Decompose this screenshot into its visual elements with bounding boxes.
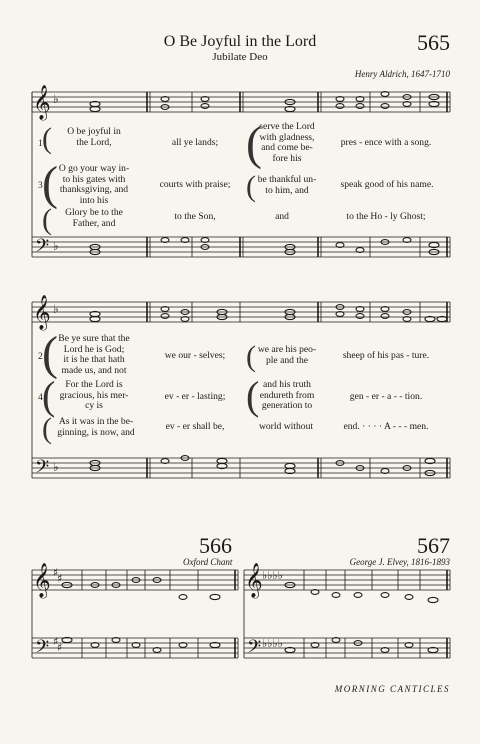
hymn-number: 565 [417, 30, 450, 55]
lyric-text: to the Ho - ly Ghost; [346, 211, 426, 222]
lyric-text: all ye lands; [171, 137, 219, 148]
lyric-text: gen - er - a - - tion. [349, 391, 423, 402]
lyric-text: serve the Lord with gladness, and come be- fore his [259, 121, 315, 164]
lyric-text: ev - er shall be, [165, 421, 225, 432]
lyric-text: be thankful un- to him, and [257, 174, 317, 196]
composer-credit: George J. Elvey, 1816-1893 [349, 557, 450, 567]
flat-icon: ♭ [53, 92, 59, 106]
bass-clef: 𝄢 [35, 236, 50, 261]
lyric-text: end. · · · · A - - - men. [343, 421, 429, 432]
lyric-text: For the Lord is gracious, his mer- cy is [59, 379, 129, 411]
flat-icon: ♭ [53, 302, 59, 316]
composer-credit: Oxford Chant [183, 557, 233, 567]
staff-treble-2 [32, 302, 450, 322]
sharp-icon: ♯ [53, 635, 59, 648]
lyric-text: and his truth endureth from generation to [259, 379, 315, 411]
treble-clef: 𝄞 [33, 563, 51, 598]
composer-credit: Henry Aldrich, 1647-1710 [354, 69, 450, 79]
lyric-text: world without [258, 421, 314, 432]
staff-treble-1 [32, 92, 450, 112]
treble-clef: 𝄞 [33, 295, 51, 330]
verse-number: 4 [38, 392, 43, 403]
verse-number: 1 [38, 138, 43, 149]
lyric-text: we are his peo- ple and the [257, 344, 317, 366]
verse-number: 3 [38, 180, 43, 191]
flat-icon: ♭ [53, 460, 59, 474]
bass-clef: 𝄢 [35, 637, 50, 662]
lyric-text: Glory be to the Father, and [65, 207, 123, 229]
lyric-text: O go your way in- to his gates with thanksgiving, and into his [58, 163, 130, 206]
lyric-text: courts with praise; [159, 179, 231, 190]
bass-clef: 𝄢 [35, 457, 50, 482]
page-footer: MORNING CANTICLES [334, 684, 450, 694]
lyric-text: to the Son, [174, 211, 216, 222]
lyric-text: Be ye sure that the Lord he is God; it is he that hath made us, and not [58, 333, 130, 376]
lyric-text: ev - er - lasting; [164, 391, 226, 402]
lyric-text: pres - ence with a song. [340, 137, 432, 148]
flat-icon: ♭♭♭♭ [262, 569, 283, 582]
lyric-text: we our - selves; [164, 350, 226, 361]
bass-clef: 𝄢 [247, 637, 262, 662]
lyric-text: O be joyful in the Lord, [67, 126, 121, 148]
sharp-icon: ♯ [57, 641, 63, 654]
lyric-text: sheep of his pas - ture. [342, 350, 430, 361]
sharp-icon: ♯ [57, 572, 63, 585]
treble-clef: 𝄞 [33, 85, 51, 120]
hymn-subtitle: Jubilate Deo [212, 51, 268, 63]
flat-icon: ♭ [53, 239, 59, 253]
treble-clef: 𝄞 [245, 563, 263, 598]
lyric-text: and [275, 211, 289, 222]
verse-number: 2 [38, 351, 43, 362]
lyric-text: speak good of his name. [340, 179, 434, 190]
hymn-number: 567 [417, 533, 450, 558]
flat-icon: ♭♭♭♭ [262, 637, 283, 650]
sharp-icon: ♯ [53, 566, 59, 579]
hymn-number: 566 [199, 533, 232, 558]
lyric-text: As it was in the be- ginning, is now, and [57, 416, 135, 438]
hymn-title: O Be Joyful in the Lord [163, 33, 317, 50]
